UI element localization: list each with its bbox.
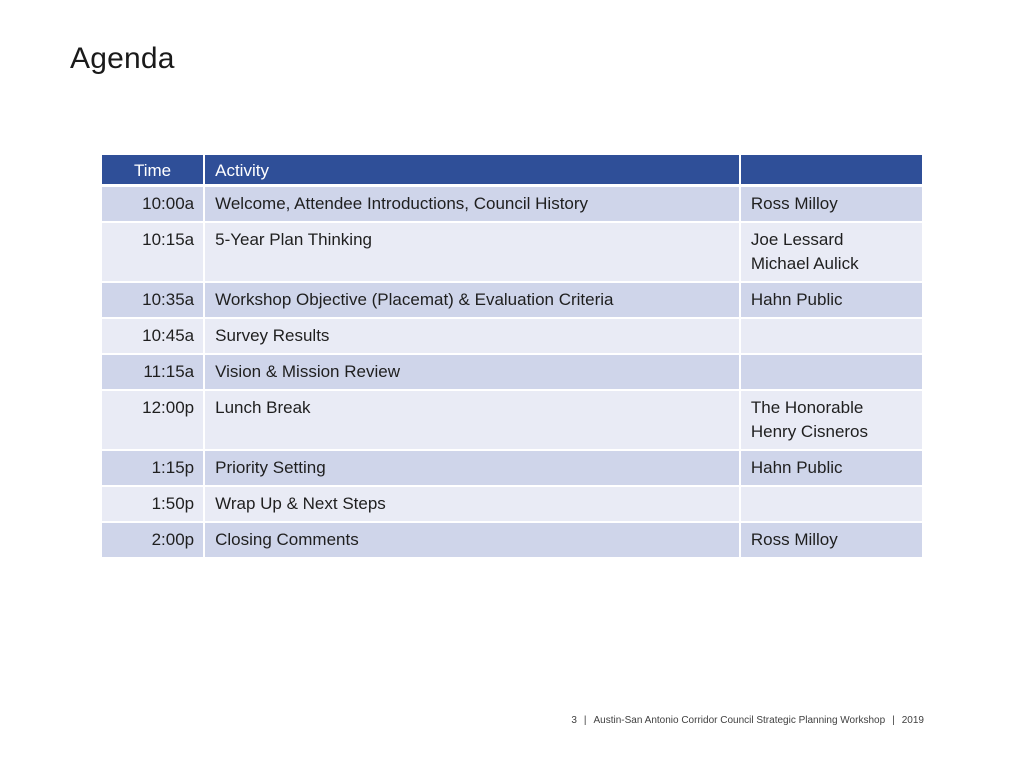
presenter-name: Ross Milloy [750,530,838,549]
agenda-presenter [741,391,922,451]
column-header-presenter [741,155,922,187]
agenda-activity: Vision & Mission Review [205,355,741,391]
agenda-activity: Wrap Up & Next Steps [205,487,741,523]
presenter-name: Hahn Public [750,290,843,309]
footer-separator: | [892,715,895,726]
agenda-activity: Survey Results [205,319,741,355]
agenda-time: 11:15a [102,355,205,391]
table-row [102,223,922,283]
agenda-presenter [741,487,922,523]
column-header-activity: Activity [205,155,741,187]
table-row [102,391,922,451]
agenda-time: 12:00p [102,391,205,451]
table-row [102,355,922,391]
table-row [102,487,922,523]
agenda-body [102,187,922,559]
agenda-presenter [741,451,922,487]
presenter-name: Michael Aulick [750,254,859,273]
footer-event-name: Austin-San Antonio Corridor Council Strategic Planning Workshop [593,715,886,726]
agenda-time: 1:15p [102,451,205,487]
agenda-time: 2:00p [102,523,205,559]
agenda-presenter [741,223,922,283]
presenter-name: Joe Lessard [750,230,844,249]
agenda-activity: 5-Year Plan Thinking [205,223,741,283]
agenda-presenter [741,523,922,559]
agenda-activity: Welcome, Attendee Introductions, Council History [205,187,741,223]
table-row [102,319,922,355]
presenter-name: Hahn Public [750,458,843,477]
presenter-name: Henry Cisneros [750,422,869,441]
agenda-activity: Closing Comments [205,523,741,559]
page-title: Agenda [70,42,175,75]
agenda-time: 10:45a [102,319,205,355]
agenda-presenter [741,319,922,355]
agenda-table [102,155,922,559]
column-header-time: Time [102,155,205,187]
page-number: 3 [571,715,577,726]
agenda-activity: Priority Setting [205,451,741,487]
agenda-time: 1:50p [102,487,205,523]
table-header-row [102,155,922,187]
agenda-time: 10:35a [102,283,205,319]
table-row [102,451,922,487]
agenda-activity: Workshop Objective (Placemat) & Evaluation Criteria [205,283,741,319]
slide-footer [571,715,924,726]
footer-separator: | [583,715,587,726]
presenter-name: The Honorable [750,398,864,417]
table-row [102,283,922,319]
agenda-presenter [741,187,922,223]
table-row [102,523,922,559]
agenda-presenter [741,355,922,391]
agenda-activity: Lunch Break [205,391,741,451]
agenda-presenter [741,283,922,319]
footer-year: 2019 [901,715,924,726]
presenter-name: Ross Milloy [750,194,838,213]
agenda-time: 10:15a [102,223,205,283]
table-row [102,187,922,223]
agenda-time: 10:00a [102,187,205,223]
